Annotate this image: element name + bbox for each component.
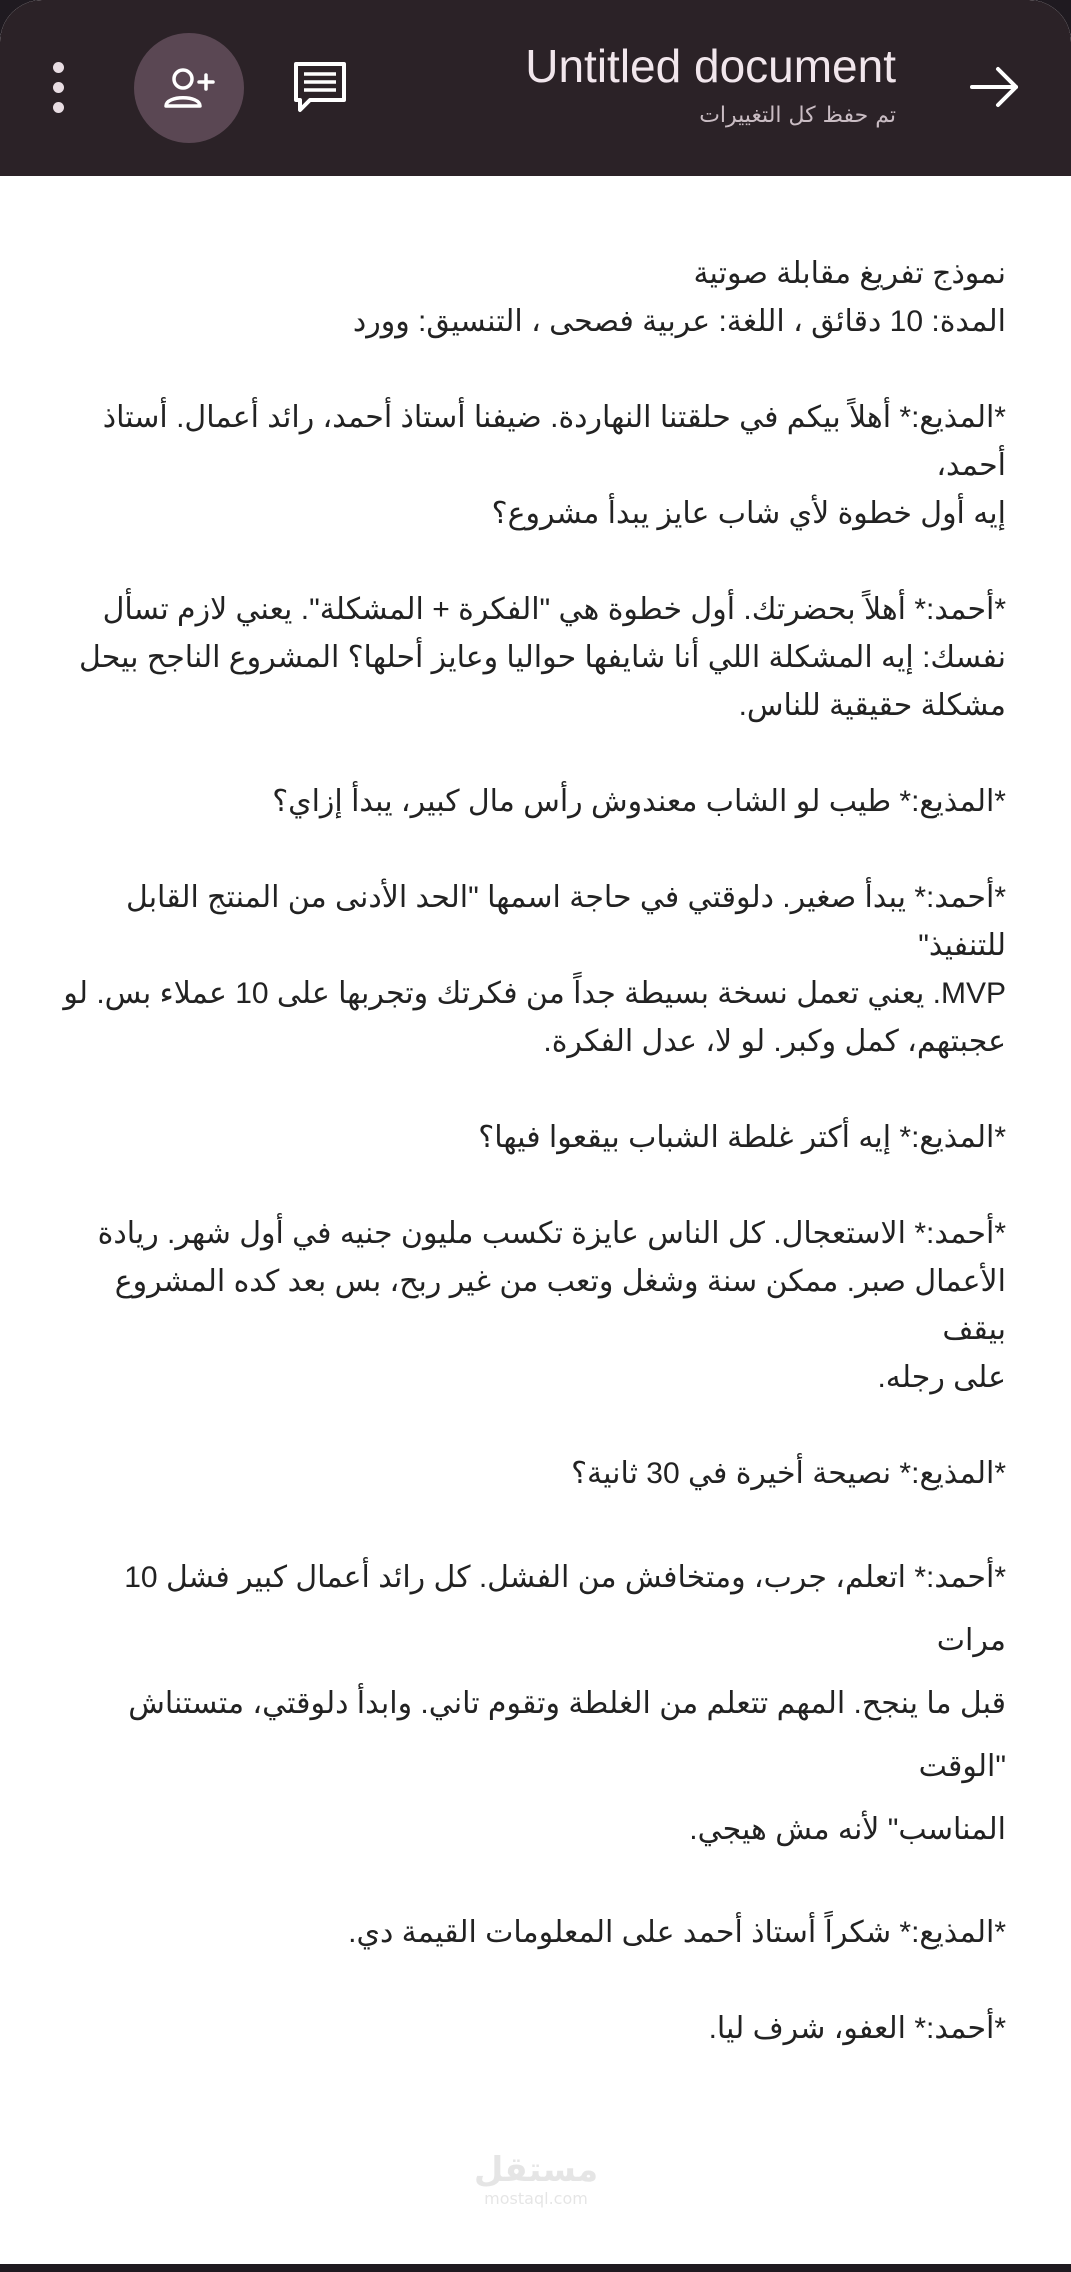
transcript-line: الأعمال صبر. ممكن سنة وشغل وتعب من غير ربح، بس بعد كده المشروع بيقف [114,1265,1006,1346]
transcript-paragraph [60,1210,1006,1402]
forward-button[interactable] [960,52,1030,122]
transcript [60,394,1006,2053]
header-line: المدة: 10 دقائق ، اللغة: عربية فصحى ، التنسيق: وورد [352,305,1006,338]
transcript-line: *المذيع:* نصيحة أخيرة في 30 ثانية؟ [571,1457,1006,1490]
transcript-paragraph [60,1450,1006,1498]
title-block [525,36,896,134]
arrow-forward-icon [968,63,1022,111]
bottom-edge [0,2264,1071,2272]
comments-button[interactable] [280,50,360,126]
header-line: نموذج تفريغ مقابلة صوتية [693,257,1006,290]
document-body[interactable] [60,250,1006,2101]
comment-icon [290,58,350,118]
transcript-line: *المذيع:* إيه أكتر غلطة الشباب بيقعوا فيها؟ [478,1121,1006,1154]
watermark-text: مستقل [473,2150,599,2190]
transcript-paragraph [60,1114,1006,1162]
transcript-line: نفسك: إيه المشكلة اللي أنا شايفها حواليا وعايز أحلها؟ المشروع الناجح بيحل [79,641,1006,674]
more-vert-icon [53,62,64,73]
transcript-line: *أحمد:* يبدأ صغير. دلوقتي في حاجة اسمها "الحد الأدنى من المنتج القابل للتنفيذ" [125,881,1006,962]
save-status: تم حفظ كل التغييرات [699,103,896,128]
more-vert-icon-dot [53,102,64,113]
transcript-line: *المذيع:* طيب لو الشاب معندوش رأس مال كبير، يبدأ إزاي؟ [272,785,1006,818]
transcript-paragraph [60,1909,1006,1957]
transcript-line: عجبتهم، كمل وكبر. لو لا، عدل الفكرة. [543,1025,1006,1058]
transcript-paragraph [60,586,1006,730]
watermark-url: mostaql.com [484,2189,588,2208]
transcript-paragraph [60,874,1006,1066]
transcript-paragraph [60,778,1006,826]
transcript-line: *أحمد:* اتعلم، جرب، ومتخافش من الفشل. كل رائد أعمال كبير فشل 10 مرات [124,1561,1006,1657]
transcript-line: قبل ما ينجح. المهم تتعلم من الغلطة وتقوم تاني. وابدأ دلوقتي، متستناش "الوقت [128,1687,1006,1783]
document-title[interactable]: Untitled document [525,40,896,92]
transcript-line: مشكلة حقيقية للناس. [738,689,1006,722]
transcript-paragraph [60,1546,1006,1861]
transcript-line: *أحمد:* العفو، شرف ليا. [708,2012,1006,2045]
transcript-line: *المذيع:* شكراً أستاذ أحمد على المعلومات القيمة دي. [348,1916,1006,1949]
transcript-line: MVP. يعني تعمل نسخة بسيطة جداً من فكرتك وتجربها على 10 عملاء بس. لو [63,977,1006,1010]
more-vert-icon-dot [53,82,64,93]
transcript-line: إيه أول خطوة لأي شاب عايز يبدأ مشروع؟ [491,497,1006,530]
transcript-line: *أحمد:* أهلاً بحضرتك. أول خطوة هي "الفكرة + المشكلة". يعني لازم تسأل [102,593,1006,626]
document-header [60,250,1006,346]
transcript-line: المناسب" لأنه مش هيجي. [689,1813,1006,1846]
person-add-icon [163,66,215,110]
top-app-bar [0,0,1071,176]
transcript-line: *أحمد:* الاستعجال. كل الناس عايزة تكسب مليون جنيه في أول شهر. ريادة [97,1217,1006,1250]
transcript-paragraph [60,2005,1006,2053]
transcript-paragraph [60,394,1006,538]
watermark-logo [466,2150,606,2208]
more-options-button[interactable] [30,52,86,122]
transcript-line: *المذيع:* أهلاً بيكم في حلقتنا النهاردة. ضيفنا أستاذ أحمد، رائد أعمال. أستاذ أحمد، [102,401,1006,482]
transcript-line: على رجله. [877,1361,1006,1394]
share-button[interactable] [134,33,244,143]
